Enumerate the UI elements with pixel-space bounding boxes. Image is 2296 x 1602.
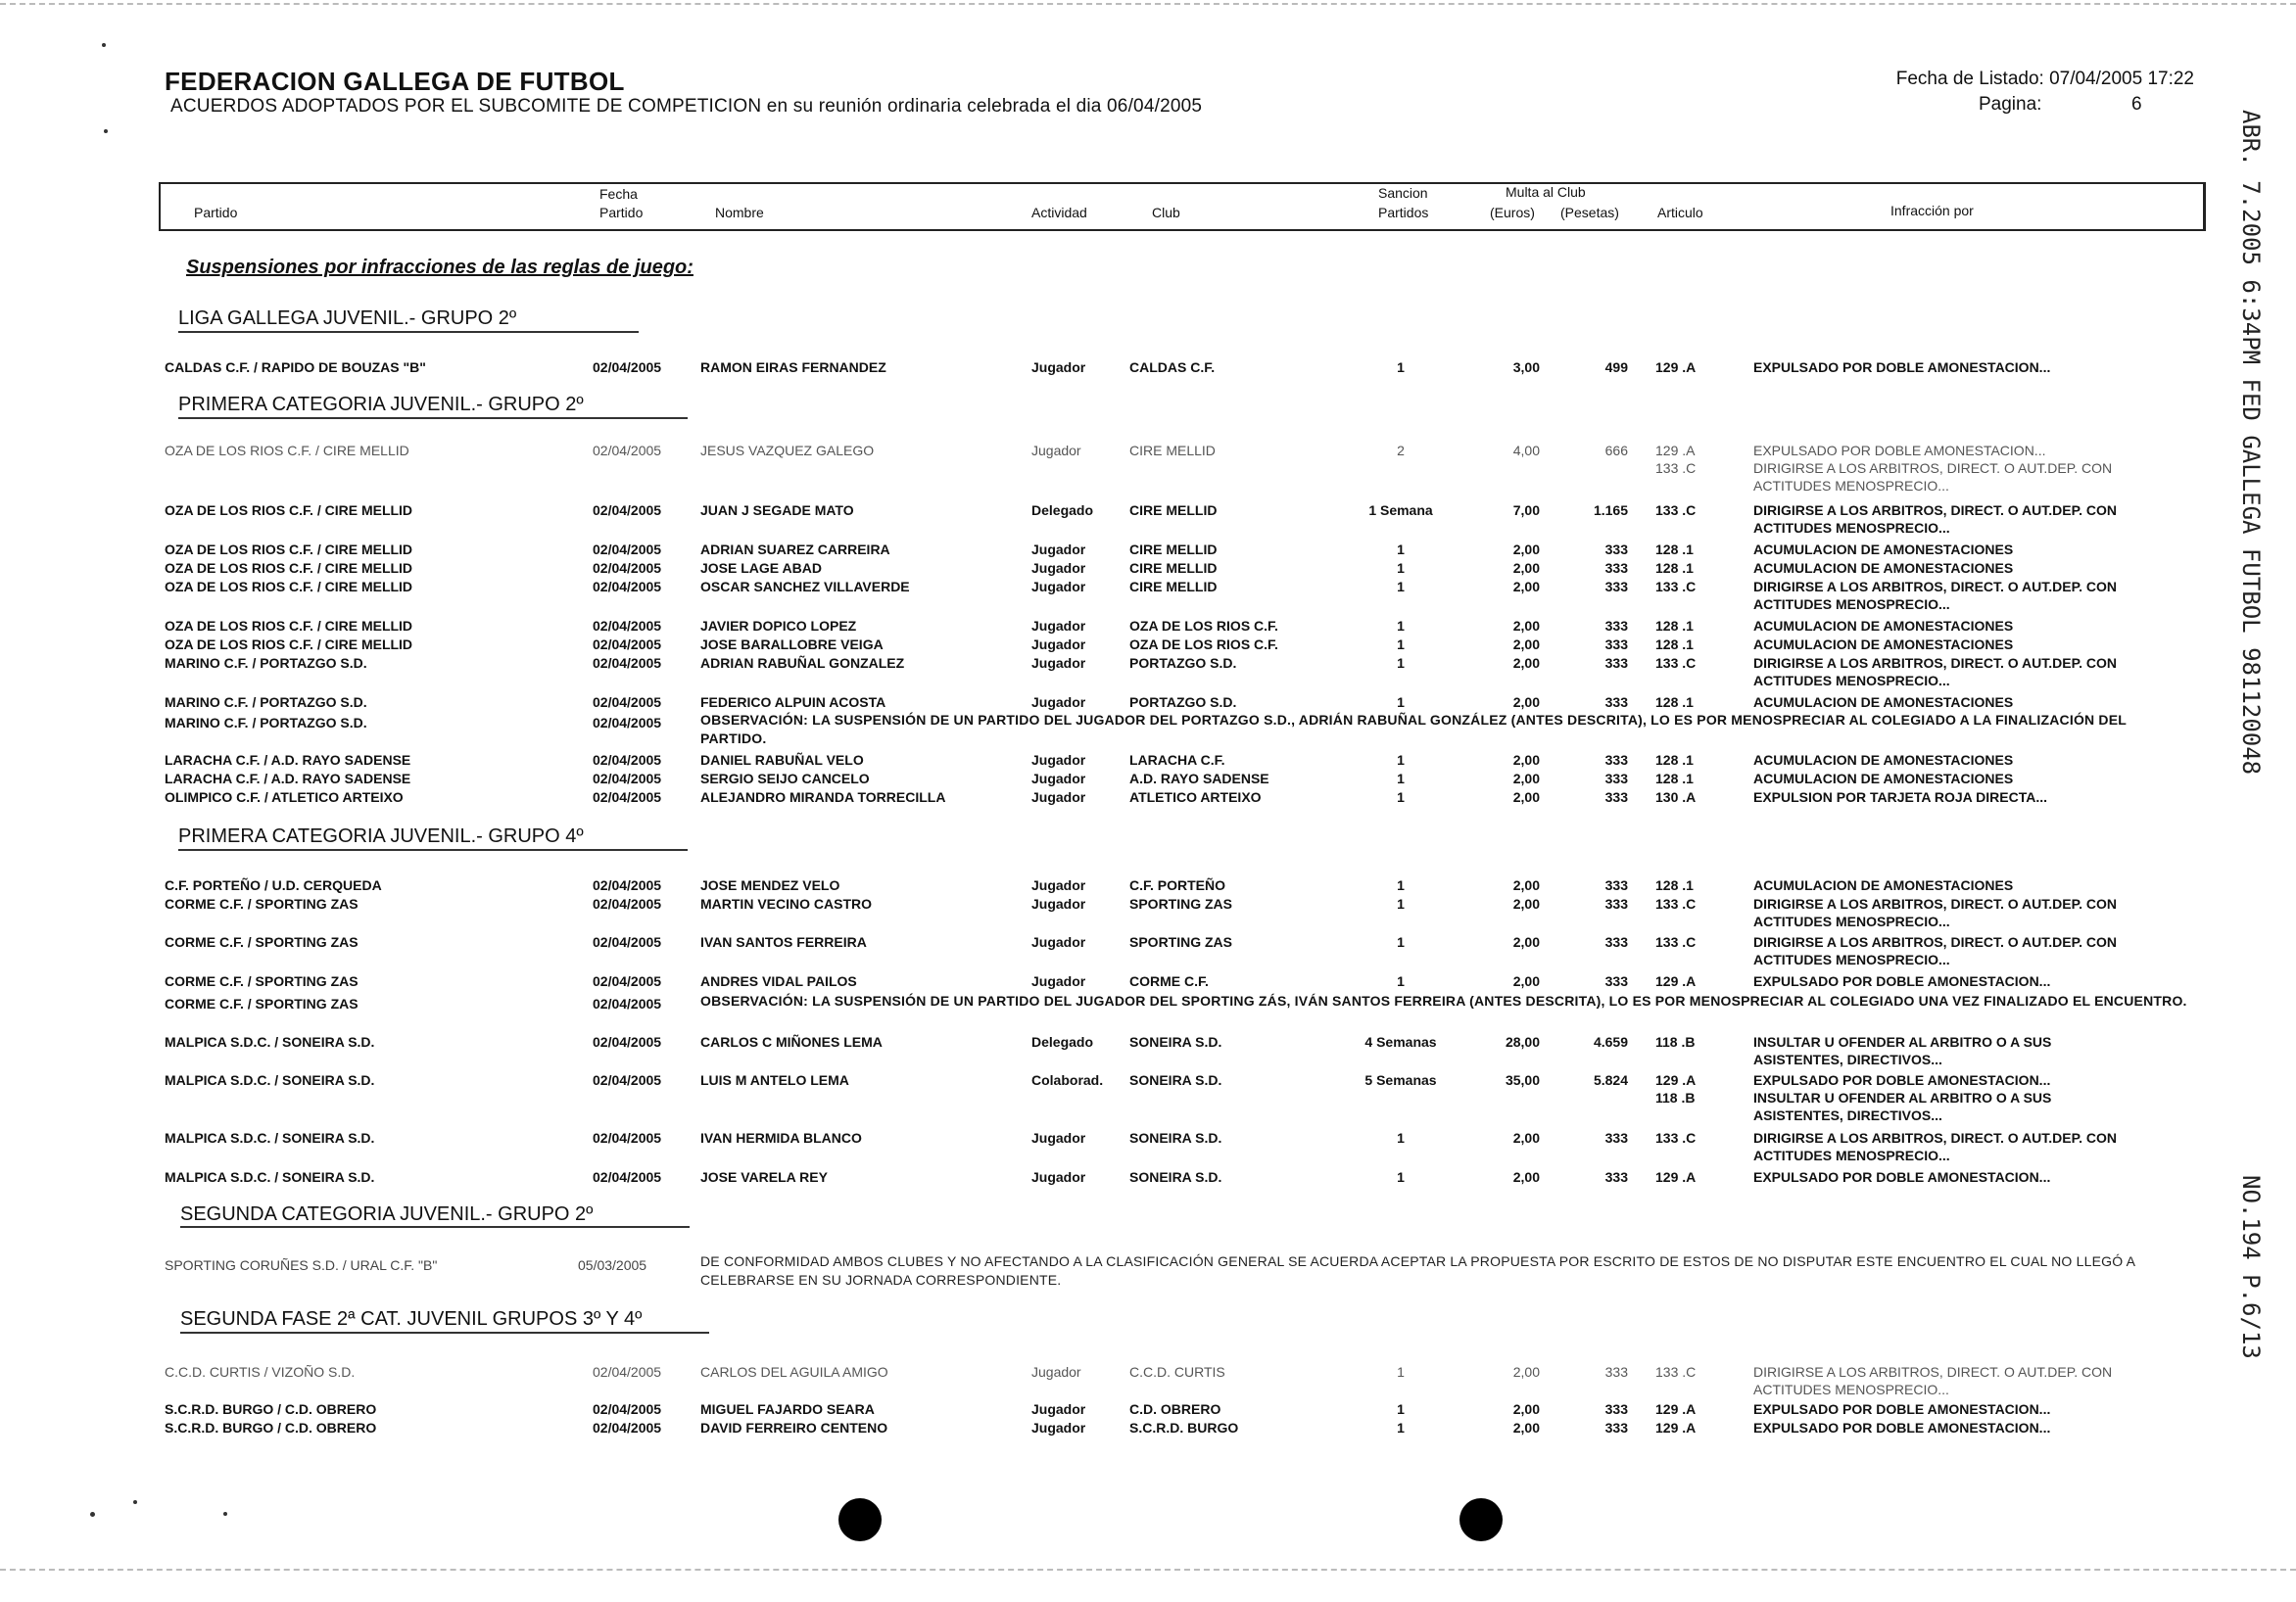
- row-nombre: IVAN HERMIDA BLANCO: [700, 1130, 862, 1146]
- row-euros: 2,00: [1512, 896, 1540, 912]
- row-euros: 2,00: [1512, 1130, 1540, 1146]
- row-sancion: 2: [1397, 443, 1405, 458]
- row-partido: LARACHA C.F. / A.D. RAYO SADENSE: [165, 771, 411, 786]
- row-actividad: Jugador: [1031, 973, 1086, 989]
- row-infraccion: EXPULSION POR TARJETA ROJA DIRECTA...: [1753, 789, 2047, 805]
- note-fecha: 05/03/2005: [578, 1257, 647, 1273]
- row-sancion: 1: [1397, 542, 1405, 557]
- row-partido: OZA DE LOS RIOS C.F. / CIRE MELLID: [165, 542, 413, 557]
- row-pesetas: 333: [1604, 789, 1628, 805]
- row-club: SONEIRA S.D.: [1129, 1034, 1222, 1050]
- observation-note: OBSERVACIÓN: LA SUSPENSIÓN DE UN PARTIDO DEL JUGADOR DEL PORTAZGO S.D., ADRIÁN RABUÑAL GONZÁLEZ (ANTES DESCRITA), LO ES POR MENOSPRECIAR AL COLEGIADO A LA FINALIZACIÓN DEL PARTIDO.: [700, 712, 2127, 746]
- row-articulo: 129 .A 133 .C: [1655, 443, 1697, 476]
- row-euros: 2,00: [1512, 1420, 1540, 1436]
- row-pesetas: 333: [1604, 877, 1628, 893]
- row-articulo: 133 .C: [1655, 579, 1697, 594]
- row-partido: CORME C.F. / SPORTING ZAS: [165, 896, 359, 912]
- row-partido: CALDAS C.F. / RAPIDO DE BOUZAS "B": [165, 359, 426, 375]
- row-infraccion: INSULTAR U OFENDER AL ARBITRO O A SUS ASISTENTES, DIRECTIVOS...: [1753, 1034, 2052, 1067]
- row-nombre: SERGIO SEIJO CANCELO: [700, 771, 870, 786]
- row-club: ATLETICO ARTEIXO: [1129, 789, 1262, 805]
- group-underline: [178, 331, 639, 333]
- row-actividad: Jugador: [1031, 896, 1086, 912]
- row-infraccion: EXPULSADO POR DOBLE AMONESTACION...: [1753, 973, 2051, 989]
- row-actividad: Jugador: [1031, 1420, 1086, 1436]
- row-club: CIRE MELLID: [1129, 560, 1218, 576]
- punch-hole: [1459, 1498, 1503, 1541]
- col-multa: Multa al Club: [1506, 184, 1586, 200]
- row-sancion: 1: [1397, 973, 1405, 989]
- row-partido: S.C.R.D. BURGO / C.D. OBRERO: [165, 1420, 377, 1436]
- row-fecha: 02/04/2005: [593, 896, 662, 912]
- row-articulo: 130 .A: [1655, 789, 1697, 805]
- row-pesetas: 333: [1604, 618, 1628, 634]
- row-club: CIRE MELLID: [1129, 443, 1216, 458]
- row-partido: MALPICA S.D.C. / SONEIRA S.D.: [165, 1072, 375, 1088]
- speck: [133, 1500, 137, 1504]
- row-fecha: 02/04/2005: [593, 1401, 662, 1417]
- row-euros: 2,00: [1512, 1401, 1540, 1417]
- row-club: CALDAS C.F.: [1129, 359, 1216, 375]
- row-articulo: 133 .C: [1655, 934, 1697, 950]
- row-nombre: FEDERICO ALPUIN ACOSTA: [700, 694, 886, 710]
- row-partido: C.C.D. CURTIS / VIZOÑO S.D.: [165, 1364, 356, 1380]
- row-actividad: Jugador: [1031, 560, 1086, 576]
- row-sancion: 1: [1397, 655, 1405, 671]
- page-label: Pagina:: [1979, 94, 2042, 115]
- row-euros: 2,00: [1512, 560, 1540, 576]
- row-fecha: 02/04/2005: [593, 694, 662, 710]
- row-partido: CORME C.F. / SPORTING ZAS: [165, 973, 359, 989]
- row-euros: 2,00: [1512, 694, 1540, 710]
- row-articulo: 129 .A: [1655, 1401, 1697, 1417]
- row-fecha: 02/04/2005: [593, 789, 662, 805]
- row-actividad: Delegado: [1031, 502, 1094, 518]
- col-actividad: Actividad: [1031, 205, 1087, 220]
- row-sancion: 1: [1397, 877, 1405, 893]
- row-actividad: Jugador: [1031, 359, 1086, 375]
- row-fecha: 02/04/2005: [593, 1364, 662, 1380]
- row-actividad: Jugador: [1031, 579, 1086, 594]
- row-infraccion: EXPULSADO POR DOBLE AMONESTACION...: [1753, 1420, 2051, 1436]
- row-nombre: JUAN J SEGADE MATO: [700, 502, 854, 518]
- row-partido: OZA DE LOS RIOS C.F. / CIRE MELLID: [165, 502, 413, 518]
- row-euros: 2,00: [1512, 934, 1540, 950]
- row-nombre: ANDRES VIDAL PAILOS: [700, 973, 857, 989]
- row-partido: MALPICA S.D.C. / SONEIRA S.D.: [165, 1130, 375, 1146]
- row-infraccion: ACUMULACION DE AMONESTACIONES: [1753, 694, 2014, 710]
- row-infraccion: DIRIGIRSE A LOS ARBITROS, DIRECT. O AUT.DEP. CON ACTITUDES MENOSPRECIO...: [1753, 896, 2118, 929]
- row-club: LARACHA C.F.: [1129, 752, 1225, 768]
- row-pesetas: 499: [1604, 359, 1628, 375]
- group-header: PRIMERA CATEGORIA JUVENIL.- GRUPO 2º: [178, 394, 584, 415]
- row-pesetas: 333: [1604, 896, 1628, 912]
- row-euros: 2,00: [1512, 771, 1540, 786]
- document-subtitle: ACUERDOS ADOPTADOS POR EL SUBCOMITE DE COMPETICION en su reunión ordinaria celebrada el dia 06/04/2005: [170, 96, 1203, 117]
- row-sancion: 1: [1397, 1130, 1405, 1146]
- row-pesetas: 333: [1604, 1130, 1628, 1146]
- row-articulo: 128 .1: [1655, 877, 1694, 893]
- row-infraccion: DIRIGIRSE A LOS ARBITROS, DIRECT. O AUT.DEP. CON ACTITUDES MENOSPRECIO...: [1753, 655, 2118, 688]
- row-pesetas: 1.165: [1593, 502, 1628, 518]
- row-partido: MARINO C.F. / PORTAZGO S.D.: [165, 694, 367, 710]
- row-infraccion: EXPULSADO POR DOBLE AMONESTACION... DIRIGIRSE A LOS ARBITROS, DIRECT. O AUT.DEP. CON ACTITUDES MENOSPRECIO...: [1753, 443, 2113, 494]
- row-pesetas: 333: [1604, 560, 1628, 576]
- row-sancion: 1: [1397, 934, 1405, 950]
- row-infraccion: ACUMULACION DE AMONESTACIONES: [1753, 877, 2014, 893]
- row-club: C.C.D. CURTIS: [1129, 1364, 1225, 1380]
- row-sancion: 4 Semanas: [1364, 1034, 1437, 1050]
- row-partido: OZA DE LOS RIOS C.F. / CIRE MELLID: [165, 618, 413, 634]
- row-pesetas: 5.824: [1593, 1072, 1628, 1088]
- row-articulo: 129 .A: [1655, 359, 1697, 375]
- col-fecha: Fecha: [599, 186, 638, 202]
- fax-header-stamp: ABR. 7.2005 6:34PM FED GALLEGA FUTBOL 981120048: [2237, 110, 2265, 776]
- fax-bottom-edge: [0, 1569, 2296, 1571]
- row-club: SONEIRA S.D.: [1129, 1130, 1222, 1146]
- row-sancion: 1: [1397, 618, 1405, 634]
- row-fecha: 02/04/2005: [593, 618, 662, 634]
- row-euros: 2,00: [1512, 579, 1540, 594]
- speck: [102, 43, 106, 47]
- row-nombre: MARTIN VECINO CASTRO: [700, 896, 872, 912]
- row-fecha: 02/04/2005: [593, 1034, 662, 1050]
- row-partido: OZA DE LOS RIOS C.F. / CIRE MELLID: [165, 560, 413, 576]
- row-nombre: OSCAR SANCHEZ VILLAVERDE: [700, 579, 910, 594]
- col-partido: Partido: [194, 205, 238, 220]
- col-nombre: Nombre: [715, 205, 764, 220]
- row-infraccion: ACUMULACION DE AMONESTACIONES: [1753, 752, 2014, 768]
- row-club: CORME C.F.: [1129, 973, 1209, 989]
- row-actividad: Jugador: [1031, 1401, 1086, 1417]
- row-fecha: 02/04/2005: [593, 1072, 662, 1088]
- row-nombre: JESUS VAZQUEZ GALEGO: [700, 443, 875, 458]
- row-partido: OZA DE LOS RIOS C.F. / CIRE MELLID: [165, 579, 413, 594]
- row-articulo: 129 .A: [1655, 973, 1697, 989]
- row-partido: OLIMPICO C.F. / ATLETICO ARTEIXO: [165, 789, 404, 805]
- row-infraccion: EXPULSADO POR DOBLE AMONESTACION...: [1753, 1401, 2051, 1417]
- row-fecha: 02/04/2005: [593, 1420, 662, 1436]
- row-club: C.F. PORTEÑO: [1129, 877, 1226, 893]
- note-partido: MARINO C.F. / PORTAZGO S.D.: [165, 715, 367, 730]
- row-euros: 35,00: [1505, 1072, 1540, 1088]
- row-sancion: 1: [1397, 636, 1405, 652]
- row-actividad: Jugador: [1031, 443, 1081, 458]
- row-infraccion: DIRIGIRSE A LOS ARBITROS, DIRECT. O AUT.DEP. CON ACTITUDES MENOSPRECIO...: [1753, 502, 2118, 536]
- row-infraccion: ACUMULACION DE AMONESTACIONES: [1753, 771, 2014, 786]
- row-nombre: IVAN SANTOS FERREIRA: [700, 934, 867, 950]
- row-sancion: 1: [1397, 771, 1405, 786]
- row-pesetas: 333: [1604, 1364, 1628, 1380]
- row-infraccion: EXPULSADO POR DOBLE AMONESTACION...: [1753, 359, 2051, 375]
- row-actividad: Jugador: [1031, 1364, 1081, 1380]
- row-partido: OZA DE LOS RIOS C.F. / CIRE MELLID: [165, 443, 409, 458]
- listing-date: Fecha de Listado: 07/04/2005 17:22: [1895, 69, 2194, 89]
- row-pesetas: 333: [1604, 1169, 1628, 1185]
- note-partido: CORME C.F. / SPORTING ZAS: [165, 996, 359, 1012]
- row-actividad: Jugador: [1031, 694, 1086, 710]
- group-header: PRIMERA CATEGORIA JUVENIL.- GRUPO 4º: [178, 825, 584, 847]
- row-fecha: 02/04/2005: [593, 502, 662, 518]
- col-fecha-partido: Partido: [599, 205, 644, 220]
- row-euros: 3,00: [1512, 359, 1540, 375]
- row-club: SPORTING ZAS: [1129, 934, 1233, 950]
- row-euros: 2,00: [1512, 789, 1540, 805]
- row-articulo: 128 .1: [1655, 618, 1694, 634]
- row-actividad: Jugador: [1031, 934, 1086, 950]
- row-club: OZA DE LOS RIOS C.F.: [1129, 636, 1278, 652]
- row-euros: 28,00: [1505, 1034, 1540, 1050]
- row-infraccion: ACUMULACION DE AMONESTACIONES: [1753, 618, 2014, 634]
- row-partido: S.C.R.D. BURGO / C.D. OBRERO: [165, 1401, 377, 1417]
- group-underline: [180, 1226, 690, 1228]
- row-fecha: 02/04/2005: [593, 771, 662, 786]
- row-infraccion: ACUMULACION DE AMONESTACIONES: [1753, 636, 2014, 652]
- row-club: PORTAZGO S.D.: [1129, 655, 1237, 671]
- row-euros: 2,00: [1512, 655, 1540, 671]
- row-sancion: 1: [1397, 1420, 1405, 1436]
- row-fecha: 02/04/2005: [593, 1130, 662, 1146]
- row-euros: 4,00: [1512, 443, 1540, 458]
- row-actividad: Jugador: [1031, 542, 1086, 557]
- row-nombre: CARLOS DEL AGUILA AMIGO: [700, 1364, 888, 1380]
- row-partido: LARACHA C.F. / A.D. RAYO SADENSE: [165, 752, 411, 768]
- row-pesetas: 333: [1604, 934, 1628, 950]
- row-club: C.D. OBRERO: [1129, 1401, 1221, 1417]
- row-sancion: 1: [1397, 579, 1405, 594]
- speck: [223, 1512, 227, 1516]
- row-infraccion: DIRIGIRSE A LOS ARBITROS, DIRECT. O AUT.DEP. CON ACTITUDES MENOSPRECIO...: [1753, 1130, 2118, 1163]
- col-sancion: Sancion: [1378, 185, 1428, 201]
- row-actividad: Jugador: [1031, 877, 1086, 893]
- row-nombre: JAVIER DOPICO LOPEZ: [700, 618, 857, 634]
- row-pesetas: 333: [1604, 1401, 1628, 1417]
- row-actividad: Jugador: [1031, 752, 1086, 768]
- row-fecha: 02/04/2005: [593, 359, 662, 375]
- row-fecha: 02/04/2005: [593, 636, 662, 652]
- row-euros: 2,00: [1512, 542, 1540, 557]
- row-fecha: 02/04/2005: [593, 877, 662, 893]
- row-articulo: 129 .A: [1655, 1169, 1697, 1185]
- note-partido: SPORTING CORUÑES S.D. / URAL C.F. "B": [165, 1257, 438, 1273]
- row-infraccion: DIRIGIRSE A LOS ARBITROS, DIRECT. O AUT.DEP. CON ACTITUDES MENOSPRECIO...: [1753, 1364, 2113, 1397]
- row-club: CIRE MELLID: [1129, 579, 1218, 594]
- row-pesetas: 333: [1604, 771, 1628, 786]
- row-euros: 7,00: [1512, 502, 1540, 518]
- row-club: SONEIRA S.D.: [1129, 1169, 1222, 1185]
- row-euros: 2,00: [1512, 752, 1540, 768]
- row-articulo: 133 .C: [1655, 896, 1697, 912]
- row-nombre: JOSE LAGE ABAD: [700, 560, 822, 576]
- row-sancion: 1: [1397, 1364, 1405, 1380]
- row-sancion: 1: [1397, 694, 1405, 710]
- note-fecha: 02/04/2005: [593, 715, 662, 730]
- row-sancion: 1 Semana: [1368, 502, 1433, 518]
- col-infraccion: Infracción por: [1890, 203, 1974, 218]
- group-underline: [178, 849, 688, 851]
- row-sancion: 1: [1397, 896, 1405, 912]
- row-articulo: 129 .A: [1655, 1420, 1697, 1436]
- row-sancion: 1: [1397, 560, 1405, 576]
- row-euros: 2,00: [1512, 1169, 1540, 1185]
- group-underline: [180, 1332, 709, 1334]
- row-partido: MALPICA S.D.C. / SONEIRA S.D.: [165, 1034, 375, 1050]
- row-articulo: 118 .B: [1655, 1034, 1696, 1050]
- row-partido: C.F. PORTEÑO / U.D. CERQUEDA: [165, 877, 382, 893]
- row-partido: OZA DE LOS RIOS C.F. / CIRE MELLID: [165, 636, 413, 652]
- row-nombre: JOSE VARELA REY: [700, 1169, 828, 1185]
- row-club: SPORTING ZAS: [1129, 896, 1233, 912]
- row-club: CIRE MELLID: [1129, 502, 1218, 518]
- row-infraccion: EXPULSADO POR DOBLE AMONESTACION...: [1753, 1169, 2051, 1185]
- row-articulo: 133 .C: [1655, 655, 1697, 671]
- col-club: Club: [1152, 205, 1180, 220]
- row-euros: 2,00: [1512, 973, 1540, 989]
- row-actividad: Jugador: [1031, 636, 1086, 652]
- row-actividad: Delegado: [1031, 1034, 1094, 1050]
- row-pesetas: 333: [1604, 1420, 1628, 1436]
- row-pesetas: 333: [1604, 752, 1628, 768]
- row-nombre: MIGUEL FAJARDO SEARA: [700, 1401, 875, 1417]
- fax-page-stamp: NO.194 P.6/13: [2237, 1175, 2265, 1359]
- row-partido: MALPICA S.D.C. / SONEIRA S.D.: [165, 1169, 375, 1185]
- row-nombre: ADRIAN RABUÑAL GONZALEZ: [700, 655, 905, 671]
- row-pesetas: 333: [1604, 542, 1628, 557]
- observation-note: OBSERVACIÓN: LA SUSPENSIÓN DE UN PARTIDO DEL JUGADOR DEL SPORTING ZÁS, IVÁN SANTOS FERREIRA (ANTES DESCRITA), LO ES POR MENOSPRECIAR AL COLEGIADO UNA VEZ FINALIZADO EL ENCUENTRO.: [700, 993, 2187, 1009]
- row-fecha: 02/04/2005: [593, 655, 662, 671]
- row-fecha: 02/04/2005: [593, 579, 662, 594]
- row-nombre: RAMON EIRAS FERNANDEZ: [700, 359, 886, 375]
- row-fecha: 02/04/2005: [593, 560, 662, 576]
- row-actividad: Jugador: [1031, 655, 1086, 671]
- col-articulo: Articulo: [1657, 205, 1703, 220]
- row-club: OZA DE LOS RIOS C.F.: [1129, 618, 1278, 634]
- row-infraccion: ACUMULACION DE AMONESTACIONES: [1753, 542, 2014, 557]
- col-pesetas: (Pesetas): [1560, 205, 1619, 220]
- row-actividad: Jugador: [1031, 618, 1086, 634]
- row-infraccion: DIRIGIRSE A LOS ARBITROS, DIRECT. O AUT.DEP. CON ACTITUDES MENOSPRECIO...: [1753, 934, 2118, 967]
- row-infraccion: ACUMULACION DE AMONESTACIONES: [1753, 560, 2014, 576]
- row-euros: 2,00: [1512, 636, 1540, 652]
- row-pesetas: 333: [1604, 636, 1628, 652]
- row-fecha: 02/04/2005: [593, 752, 662, 768]
- row-euros: 2,00: [1512, 877, 1540, 893]
- note-fecha: 02/04/2005: [593, 996, 662, 1012]
- row-sancion: 5 Semanas: [1364, 1072, 1437, 1088]
- col-sancion-partidos: Partidos: [1378, 205, 1429, 220]
- row-nombre: JOSE BARALLOBRE VEIGA: [700, 636, 884, 652]
- fax-top-edge: [0, 3, 2296, 5]
- row-euros: 2,00: [1512, 618, 1540, 634]
- row-actividad: Colaborad.: [1031, 1072, 1104, 1088]
- row-pesetas: 4.659: [1593, 1034, 1628, 1050]
- row-sancion: 1: [1397, 1169, 1405, 1185]
- row-euros: 2,00: [1512, 1364, 1540, 1380]
- row-articulo: 128 .1: [1655, 560, 1694, 576]
- group-header: SEGUNDA CATEGORIA JUVENIL.- GRUPO 2º: [180, 1203, 594, 1225]
- row-articulo: 128 .1: [1655, 542, 1694, 557]
- row-pesetas: 333: [1604, 694, 1628, 710]
- row-infraccion: DIRIGIRSE A LOS ARBITROS, DIRECT. O AUT.DEP. CON ACTITUDES MENOSPRECIO...: [1753, 579, 2118, 612]
- row-nombre: DANIEL RABUÑAL VELO: [700, 752, 864, 768]
- row-articulo: 128 .1: [1655, 636, 1694, 652]
- row-partido: MARINO C.F. / PORTAZGO S.D.: [165, 655, 367, 671]
- row-fecha: 02/04/2005: [593, 934, 662, 950]
- punch-hole: [838, 1498, 882, 1541]
- row-fecha: 02/04/2005: [593, 973, 662, 989]
- row-actividad: Jugador: [1031, 771, 1086, 786]
- row-fecha: 02/04/2005: [593, 542, 662, 557]
- group-header: SEGUNDA FASE 2ª CAT. JUVENIL GRUPOS 3º Y 4º: [180, 1308, 643, 1330]
- row-articulo: 128 .1: [1655, 771, 1694, 786]
- row-club: CIRE MELLID: [1129, 542, 1218, 557]
- observation-note: DE CONFORMIDAD AMBOS CLUBES Y NO AFECTANDO A LA CLASIFICACIÓN GENERAL SE ACUERDA ACEPTAR LA PROPUESTA POR ESCRITO DE ESTOS DE NO DISPUTAR ESTE ENCUENTRO EL CUAL NO LLEGÓ A CELEBRARSE EN SU JORNADA CORRESPONDIENTE.: [700, 1253, 2135, 1288]
- row-partido: CORME C.F. / SPORTING ZAS: [165, 934, 359, 950]
- row-actividad: Jugador: [1031, 1130, 1086, 1146]
- row-articulo: 133 .C: [1655, 1130, 1697, 1146]
- row-infraccion: EXPULSADO POR DOBLE AMONESTACION... INSULTAR U OFENDER AL ARBITRO O A SUS ASISTENTES, DIRECTIVOS...: [1753, 1072, 2052, 1123]
- row-nombre: JOSE MENDEZ VELO: [700, 877, 840, 893]
- row-club: A.D. RAYO SADENSE: [1129, 771, 1269, 786]
- section-title: Suspensiones por infracciones de las reglas de juego:: [186, 257, 694, 278]
- group-header: LIGA GALLEGA JUVENIL.- GRUPO 2º: [178, 307, 517, 329]
- row-articulo: 129 .A 118 .B: [1655, 1072, 1697, 1106]
- row-pesetas: 333: [1604, 655, 1628, 671]
- row-nombre: LUIS M ANTELO LEMA: [700, 1072, 849, 1088]
- row-pesetas: 333: [1604, 973, 1628, 989]
- row-club: SONEIRA S.D.: [1129, 1072, 1222, 1088]
- row-sancion: 1: [1397, 789, 1405, 805]
- document-title: FEDERACION GALLEGA DE FUTBOL: [165, 67, 625, 96]
- row-articulo: 133 .C: [1655, 1364, 1697, 1380]
- col-euros: (Euros): [1490, 205, 1535, 220]
- row-sancion: 1: [1397, 752, 1405, 768]
- row-actividad: Jugador: [1031, 789, 1086, 805]
- row-pesetas: 333: [1604, 579, 1628, 594]
- row-articulo: 128 .1: [1655, 694, 1694, 710]
- row-nombre: ADRIAN SUAREZ CARREIRA: [700, 542, 890, 557]
- row-sancion: 1: [1397, 359, 1405, 375]
- row-articulo: 128 .1: [1655, 752, 1694, 768]
- row-nombre: DAVID FERREIRO CENTENO: [700, 1420, 888, 1436]
- row-actividad: Jugador: [1031, 1169, 1086, 1185]
- row-fecha: 02/04/2005: [593, 443, 662, 458]
- row-nombre: ALEJANDRO MIRANDA TORRECILLA: [700, 789, 946, 805]
- row-fecha: 02/04/2005: [593, 1169, 662, 1185]
- row-pesetas: 666: [1604, 443, 1628, 458]
- speck: [90, 1512, 95, 1517]
- row-nombre: CARLOS C MIÑONES LEMA: [700, 1034, 883, 1050]
- row-sancion: 1: [1397, 1401, 1405, 1417]
- row-club: S.C.R.D. BURGO: [1129, 1420, 1239, 1436]
- group-underline: [178, 417, 688, 419]
- row-club: PORTAZGO S.D.: [1129, 694, 1237, 710]
- page-number: 6: [2131, 94, 2142, 115]
- row-articulo: 133 .C: [1655, 502, 1697, 518]
- speck: [104, 129, 108, 133]
